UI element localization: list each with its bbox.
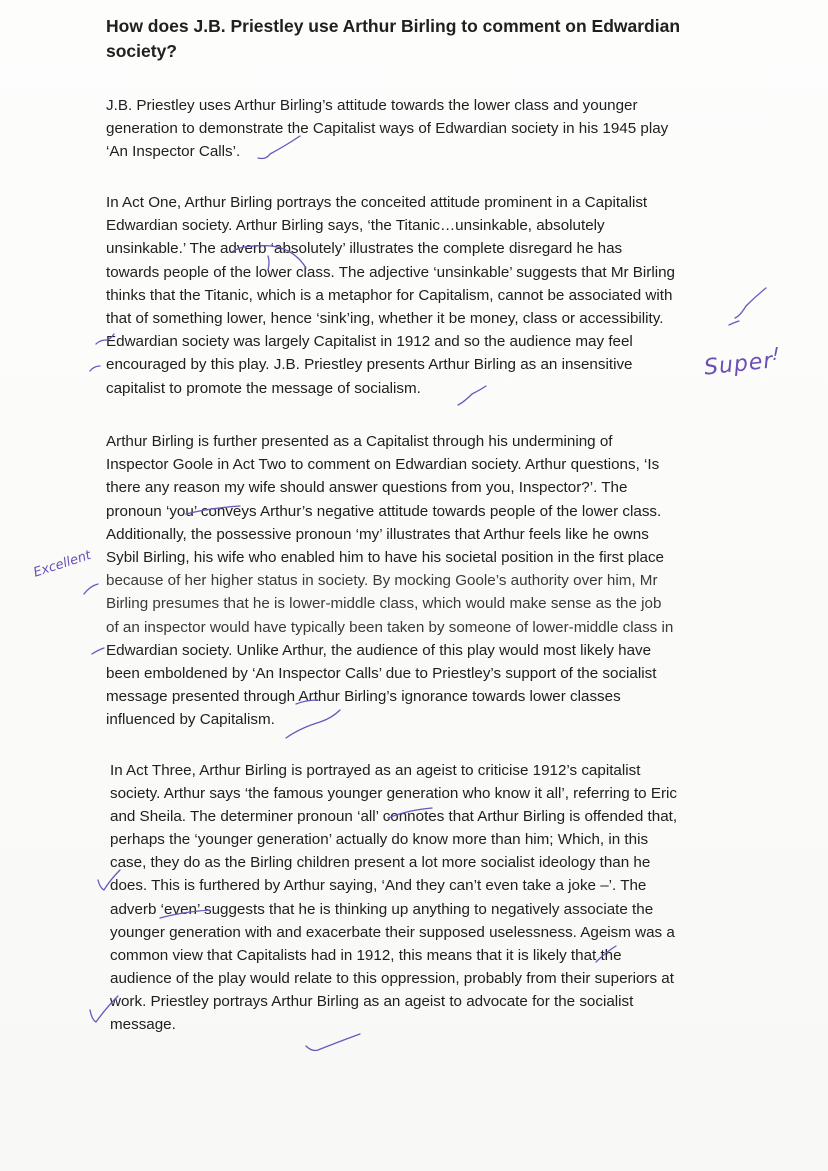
paragraph-line: message. <box>110 1016 176 1034</box>
paragraph-line: In Act Three, Arthur Birling is portrayed as an ageist to criticise 1912’s capitalist <box>110 762 641 779</box>
paragraph-line: unsinkable.’ The adverb ‘absolutely’ illustrates the complete disregard he has <box>106 240 623 258</box>
title-line: How does J.B. Priestley use Arthur Birling to comment on Edwardian <box>106 16 681 36</box>
title-line: society? <box>106 41 177 61</box>
paragraph-line: does. This is furthered by Arthur saying, ‘And they can’t even take a joke –’. The <box>110 877 647 895</box>
paragraph-line: Sybil Birling, his wife who enabled him to have his societal position in the first place <box>106 549 665 567</box>
paragraph-act-one <box>106 191 746 400</box>
paragraph-line: Additionally, the possessive pronoun ‘my’ illustrates that Arthur feels like he owns <box>106 525 649 543</box>
paragraph-line: capitalist to promote the message of socialism. <box>106 379 421 397</box>
paragraph-line: generation to demonstrate the Capitalist ways of Edwardian society in his 1945 play <box>106 120 669 138</box>
paragraph-line: thinks that the Titanic, which is a metaphor for Capitalism, cannot be associated with <box>106 286 673 304</box>
paragraph-line: younger generation with and exacerbate their supposed uselessness. Ageism was a <box>110 923 675 941</box>
paragraph-line: towards people of the lower class. The adjective ‘unsinkable’ suggests that Mr Birling <box>106 263 675 281</box>
paragraph-line: Birling presumes that he is lower-middle class, which would make sense as the job <box>106 595 662 613</box>
paragraph-line: that of something lower, hence ‘sink’ing, whether it be money, class or accessibility. <box>106 310 664 328</box>
annotation-exclamation: ! <box>772 344 780 365</box>
paragraph-line: influenced by Capitalism. <box>106 711 275 729</box>
paragraph-act-two <box>106 430 746 732</box>
paragraph-line: ‘An Inspector Calls’. <box>106 143 241 161</box>
paragraph-line: In Act One, Arthur Birling portrays the conceited attitude prominent in a Capitalist <box>106 194 648 211</box>
paragraph-line: perhaps the ‘younger generation’ actually do know more than him; Which, in this <box>110 831 649 849</box>
paragraph-intro <box>106 94 746 164</box>
paragraph-line: society. Arthur says ‘the famous younger generation who know it all’, referring to Eric <box>110 785 677 803</box>
paragraph-line: because of her higher status in society. By mocking Goole’s authority over him, Mr <box>106 572 658 590</box>
paragraph-line: common view that Capitalists had in 1912, this means that it is likely that the <box>110 946 622 964</box>
essay-title <box>106 14 746 64</box>
paragraph-line: audience of the play would relate to this oppression, probably from their superiors at <box>110 969 674 987</box>
paragraph-line: encouraged by this play. J.B. Priestley presents Arthur Birling as an insensitive <box>106 356 633 374</box>
paragraph-line: J.B. Priestley uses Arthur Birling’s attitude towards the lower class and younger <box>106 97 638 114</box>
paragraph-line: and Sheila. The determiner pronoun ‘all’ connotes that Arthur Birling is offended that, <box>110 808 678 826</box>
paragraph-line: message presented through Arthur Birling’s ignorance towards lower classes <box>106 688 621 706</box>
annotation-excellent: Excellent <box>31 547 94 581</box>
paragraph-line: pronoun ‘you’ conveys Arthur’s negative attitude towards people of the lower class. <box>106 502 662 520</box>
paragraph-act-three <box>110 759 750 1036</box>
paragraph-line: Arthur Birling is further presented as a Capitalist through his undermining of <box>106 433 613 450</box>
paragraph-line: been emboldened by ‘An Inspector Calls’ due to Priestley’s support of the socialist <box>106 665 657 683</box>
paragraph-line: there any reason my wife should answer questions from you, Inspector?’. The <box>106 479 628 497</box>
paragraph-line: case, they do as the Birling children present a lot more socialist ideology than he <box>110 854 651 872</box>
paragraph-line: Edwardian society. Arthur Birling says, ‘the Titanic…unsinkable, absolutely <box>106 217 605 235</box>
tick-mark <box>92 648 104 654</box>
annotation-super: Super <box>702 348 775 381</box>
tick-mark <box>90 366 100 371</box>
paragraph-line: adverb ‘even’ suggests that he is thinking up anything to negatively associate the <box>110 900 654 918</box>
tick-mark <box>84 584 98 594</box>
paragraph-line: Inspector Goole in Act Two to comment on Edwardian society. Arthur questions, ‘Is <box>106 456 660 474</box>
paragraph-line: work. Priestley portrays Arthur Birling as an ageist to advocate for the socialist <box>110 992 634 1010</box>
paragraph-line: Edwardian society. Unlike Arthur, the audience of this play would most likely have <box>106 641 652 659</box>
paragraph-line: Edwardian society was largely Capitalist in 1912 and so the audience may feel <box>106 333 633 351</box>
tick-mark <box>306 1034 360 1051</box>
paragraph-line: of an inspector would have typically been taken by someone of lower-middle class in <box>106 618 674 636</box>
